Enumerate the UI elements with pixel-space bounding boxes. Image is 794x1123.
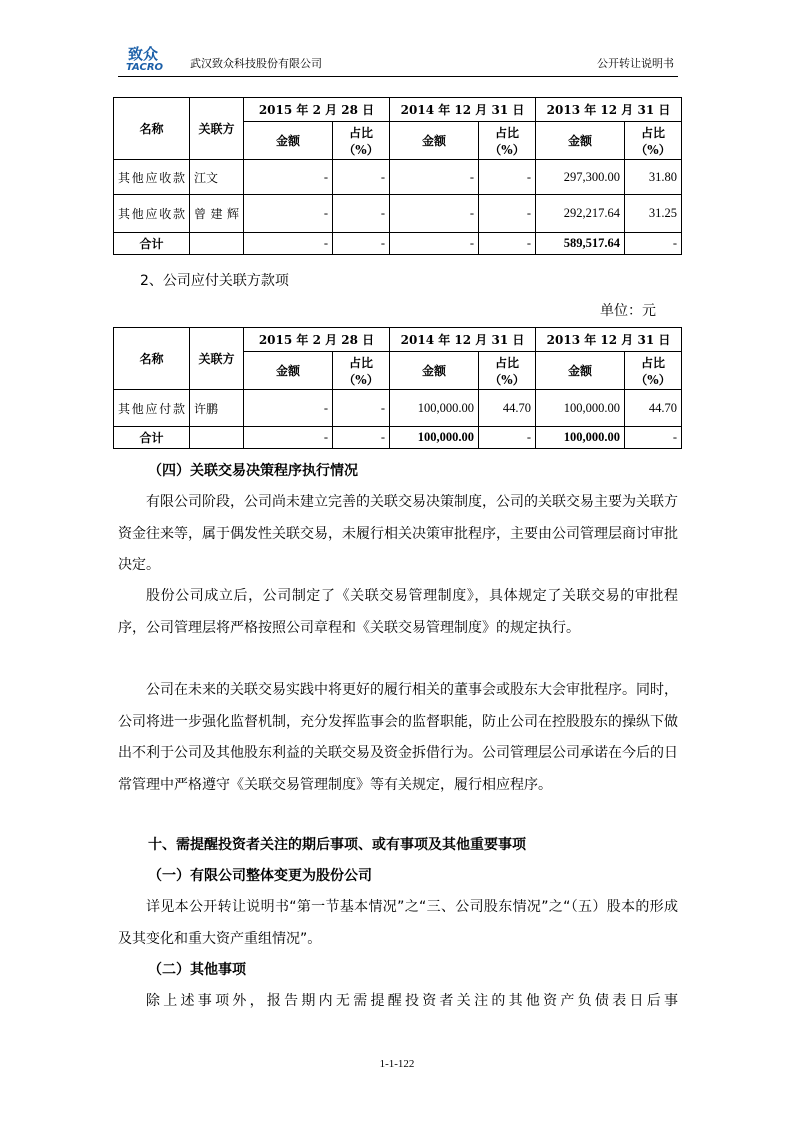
heading-decision-procedure: （四）关联交易决策程序执行情况 — [148, 463, 358, 479]
col-name: 名称 — [114, 98, 190, 160]
col-amount: 金额 — [390, 352, 479, 390]
row-party: 江文 — [190, 160, 244, 195]
cell: 297,300.00 — [536, 160, 625, 195]
col-ratio: 占比（%） — [625, 352, 682, 390]
logo-en: TACRO — [126, 62, 164, 72]
heading-section-ten: 十、需提醒投资者关注的期后事项、或有事项及其他重要事项 — [148, 837, 526, 853]
col-period-2: 2014 年 12 月 31 日 — [390, 328, 536, 352]
section-title: 2、公司应付关联方款项 — [140, 273, 289, 289]
paragraph: 有限公司阶段，公司尚未建立完善的关联交易决策制度，公司的关联交易主要为关联方资金往来等，属于偶发性关联交易，未履行相关决策审批程序，主要由公司管理层商讨审批决定。 — [118, 494, 678, 573]
col-ratio: 占比（%） — [333, 122, 390, 160]
table-row — [114, 160, 682, 195]
cell: - — [479, 160, 536, 195]
cell: - — [390, 160, 479, 195]
col-period-1: 2015 年 2 月 28 日 — [244, 98, 390, 122]
paragraph: 股份公司成立后，公司制定了《关联交易管理制度》，具体规定了关联交易的审批程序，公司管理层将严格按照公司章程和《关联交易管理制度》的规定执行。 — [118, 588, 678, 636]
cell: 44.70 — [625, 390, 682, 427]
cell: 31.25 — [625, 195, 682, 233]
col-amount: 金额 — [390, 122, 479, 160]
cell: 31.80 — [625, 160, 682, 195]
cell: - — [244, 427, 333, 449]
row-name: 其他应收款 — [114, 195, 190, 233]
cell: 589,517.64 — [536, 233, 625, 255]
cell — [190, 233, 244, 255]
receivables-table — [113, 97, 682, 255]
cell: - — [333, 427, 390, 449]
cell: - — [244, 160, 333, 195]
col-amount: 金额 — [244, 122, 333, 160]
cell: 44.70 — [479, 390, 536, 427]
row-party: 许鹏 — [190, 390, 244, 427]
col-party: 关联方 — [190, 98, 244, 160]
cell: - — [333, 195, 390, 233]
col-amount: 金额 — [244, 352, 333, 390]
heading-subsection-1: （一）有限公司整体变更为股份公司 — [148, 868, 372, 884]
cell: 100,000.00 — [390, 390, 479, 427]
paragraph: 公司在未来的关联交易实践中将更好的履行相关的董事会或股东大会审批程序。同时，公司将进一步强化监督机制，充分发挥监事会的监督职能，防止公司在控股股东的操纵下做出不利于公司及其他股东利益的关联交易及资金拆借行为。公司管理层公司承诺在今后的日常管理中严格遵守《关联交易管理制度》等有关规定，履行相应程序。 — [118, 682, 678, 793]
col-amount: 金额 — [536, 122, 625, 160]
cell: - — [244, 195, 333, 233]
cell: 100,000.00 — [536, 427, 625, 449]
col-ratio: 占比（%） — [479, 122, 536, 160]
cell: 292,217.64 — [536, 195, 625, 233]
col-ratio: 占比（%） — [479, 352, 536, 390]
col-period-1: 2015 年 2 月 28 日 — [244, 328, 390, 352]
cell — [190, 427, 244, 449]
paragraph: 除上述事项外，报告期内无需提醒投资者关注的其他资产负债表日后事 — [146, 993, 678, 1009]
cell: - — [390, 233, 479, 255]
paragraph: 详见本公开转让说明书“第一节基本情况”之“三、公司股东情况”之“（五）股本的形成及其变化和重大资产重组情况”。 — [118, 899, 678, 947]
col-party: 关联方 — [190, 328, 244, 390]
cell: - — [625, 233, 682, 255]
row-name: 其他应收款 — [114, 160, 190, 195]
cell: - — [390, 195, 479, 233]
page-number: 1-1-122 — [379, 1058, 415, 1070]
total-row — [114, 233, 682, 255]
total-row — [114, 427, 682, 449]
cell: - — [333, 160, 390, 195]
table-row — [114, 390, 682, 427]
heading-subsection-2: （二）其他事项 — [148, 962, 246, 978]
col-period-3: 2013 年 12 月 31 日 — [536, 98, 682, 122]
payables-table — [113, 327, 682, 449]
page-header — [118, 42, 678, 77]
cell: - — [244, 233, 333, 255]
cell: - — [333, 233, 390, 255]
table-row — [114, 195, 682, 233]
col-ratio: 占比（%） — [333, 352, 390, 390]
col-ratio: 占比（%） — [625, 122, 682, 160]
cell: - — [479, 195, 536, 233]
cell: - — [625, 427, 682, 449]
row-party: 曾建辉 — [190, 195, 244, 233]
col-period-2: 2014 年 12 月 31 日 — [390, 98, 536, 122]
cell: - — [479, 233, 536, 255]
row-name: 其他应付款 — [114, 390, 190, 427]
total-label: 合计 — [114, 233, 190, 255]
col-period-3: 2013 年 12 月 31 日 — [536, 328, 682, 352]
unit-label: 单位：元 — [600, 303, 656, 319]
company-name: 武汉致众科技股份有限公司 — [190, 57, 322, 70]
cell: - — [333, 390, 390, 427]
cell: 100,000.00 — [390, 427, 479, 449]
col-name: 名称 — [114, 328, 190, 390]
document-title: 公开转让说明书 — [597, 57, 674, 70]
col-amount: 金额 — [536, 352, 625, 390]
cell: - — [244, 390, 333, 427]
company-logo — [122, 44, 186, 72]
cell: - — [479, 427, 536, 449]
logo-cn: 致众 — [128, 45, 159, 63]
cell: 100,000.00 — [536, 390, 625, 427]
total-label: 合计 — [114, 427, 190, 449]
